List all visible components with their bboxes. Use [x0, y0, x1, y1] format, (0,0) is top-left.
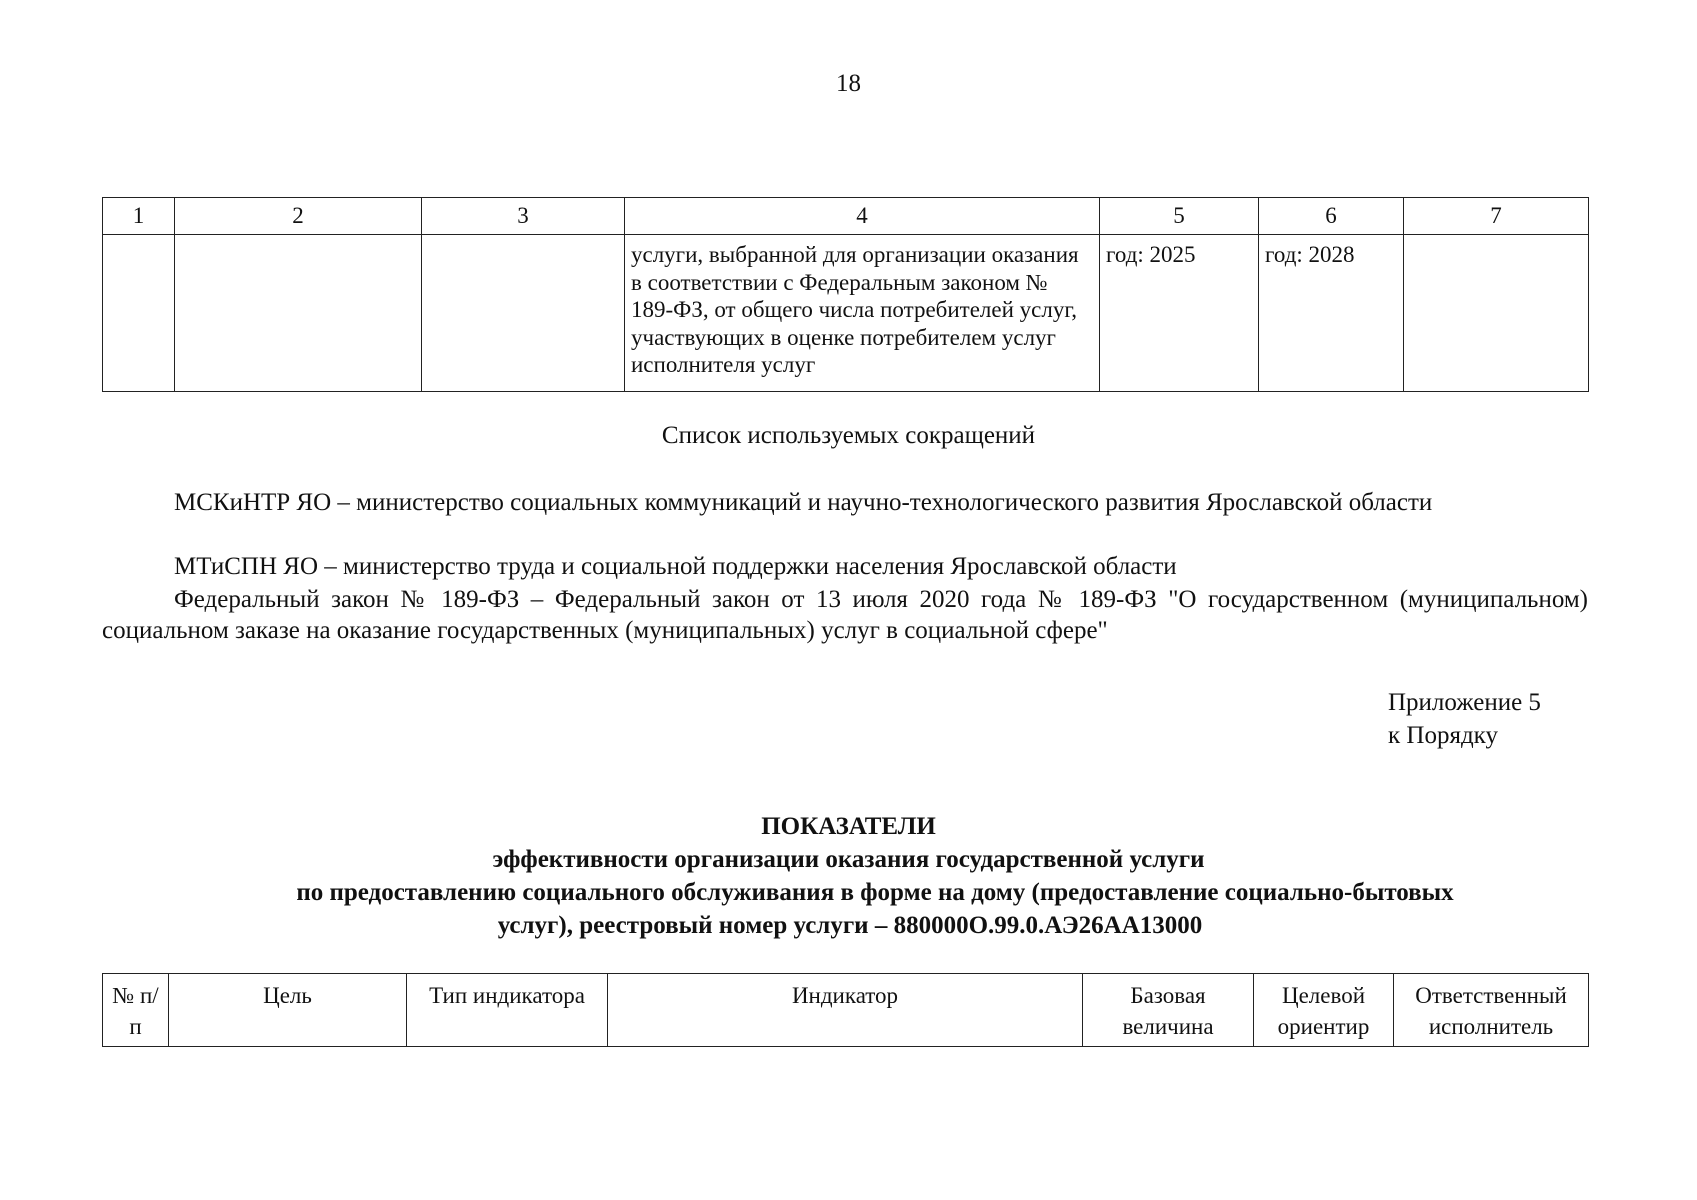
section-title: ПОКАЗАТЕЛИ	[761, 813, 936, 840]
continuation-table	[102, 197, 1589, 392]
annex-reference: к Порядку	[1388, 722, 1498, 749]
column-number-6: 6	[1259, 198, 1404, 235]
cell-col2	[175, 235, 422, 392]
header-indicator: Индикатор	[608, 974, 1083, 1047]
cell-col3	[422, 235, 625, 392]
table-row	[103, 235, 1589, 392]
column-number-2: 2	[175, 198, 422, 235]
table-header-row	[103, 974, 1589, 1047]
column-number-7: 7	[1404, 198, 1589, 235]
table-header-row	[103, 198, 1589, 235]
abbreviation-mtispn: МТиСПН ЯО – министерство труда и социальной поддержки населения Ярославской области	[174, 553, 1177, 580]
section-subtitle-line2: по предоставлению социального обслуживания в форме на дому (предоставление социально-бытовых	[296, 879, 1454, 906]
column-number-5: 5	[1100, 198, 1259, 235]
header-indicator-type: Тип индикатора	[407, 974, 608, 1047]
cell-target-year: год: 2028	[1259, 235, 1404, 392]
cell-col7	[1404, 235, 1589, 392]
header-base-value: Базовая величина	[1083, 974, 1254, 1047]
cell-col1	[103, 235, 175, 392]
header-target: Целевой ориентир	[1254, 974, 1394, 1047]
cell-base-year: год: 2025	[1100, 235, 1259, 392]
header-responsible: Ответственный исполнитель	[1394, 974, 1589, 1047]
section-subtitle-line3: услуг), реестровый номер услуги – 880000О.99.0.АЭ26АА13000	[497, 912, 1203, 939]
page-number: 18	[836, 70, 861, 97]
abbreviations-title: Список используемых сокращений	[661, 422, 1036, 449]
column-number-1: 1	[103, 198, 175, 235]
column-number-4: 4	[625, 198, 1100, 235]
abbreviation-federal-law: Федеральный закон № 189-ФЗ – Федеральный закон от 13 июля 2020 года № 189-ФЗ "О государственном (муниципальном) социальном заказе на оказание государственных (муниципальных) услуг в социальной сфере"	[102, 586, 1588, 644]
header-goal: Цель	[169, 974, 407, 1047]
abbreviation-mskintr: МСКиНТР ЯО – министерство социальных коммуникаций и научно-технологического развития Ярославской области	[174, 489, 1433, 516]
header-number: № п/п	[103, 974, 169, 1047]
cell-indicator-text: услуги, выбранной для организации оказания в соответствии с Федеральным законом № 189-ФЗ, от общего числа потребителей услуг, участвующих в оценке потребителем услуг исполнителя услуг	[625, 235, 1100, 392]
section-subtitle-line1: эффективности организации оказания государственной услуги	[492, 846, 1205, 873]
annex-label: Приложение 5	[1388, 689, 1541, 716]
column-number-3: 3	[422, 198, 625, 235]
indicators-table	[102, 973, 1589, 1047]
